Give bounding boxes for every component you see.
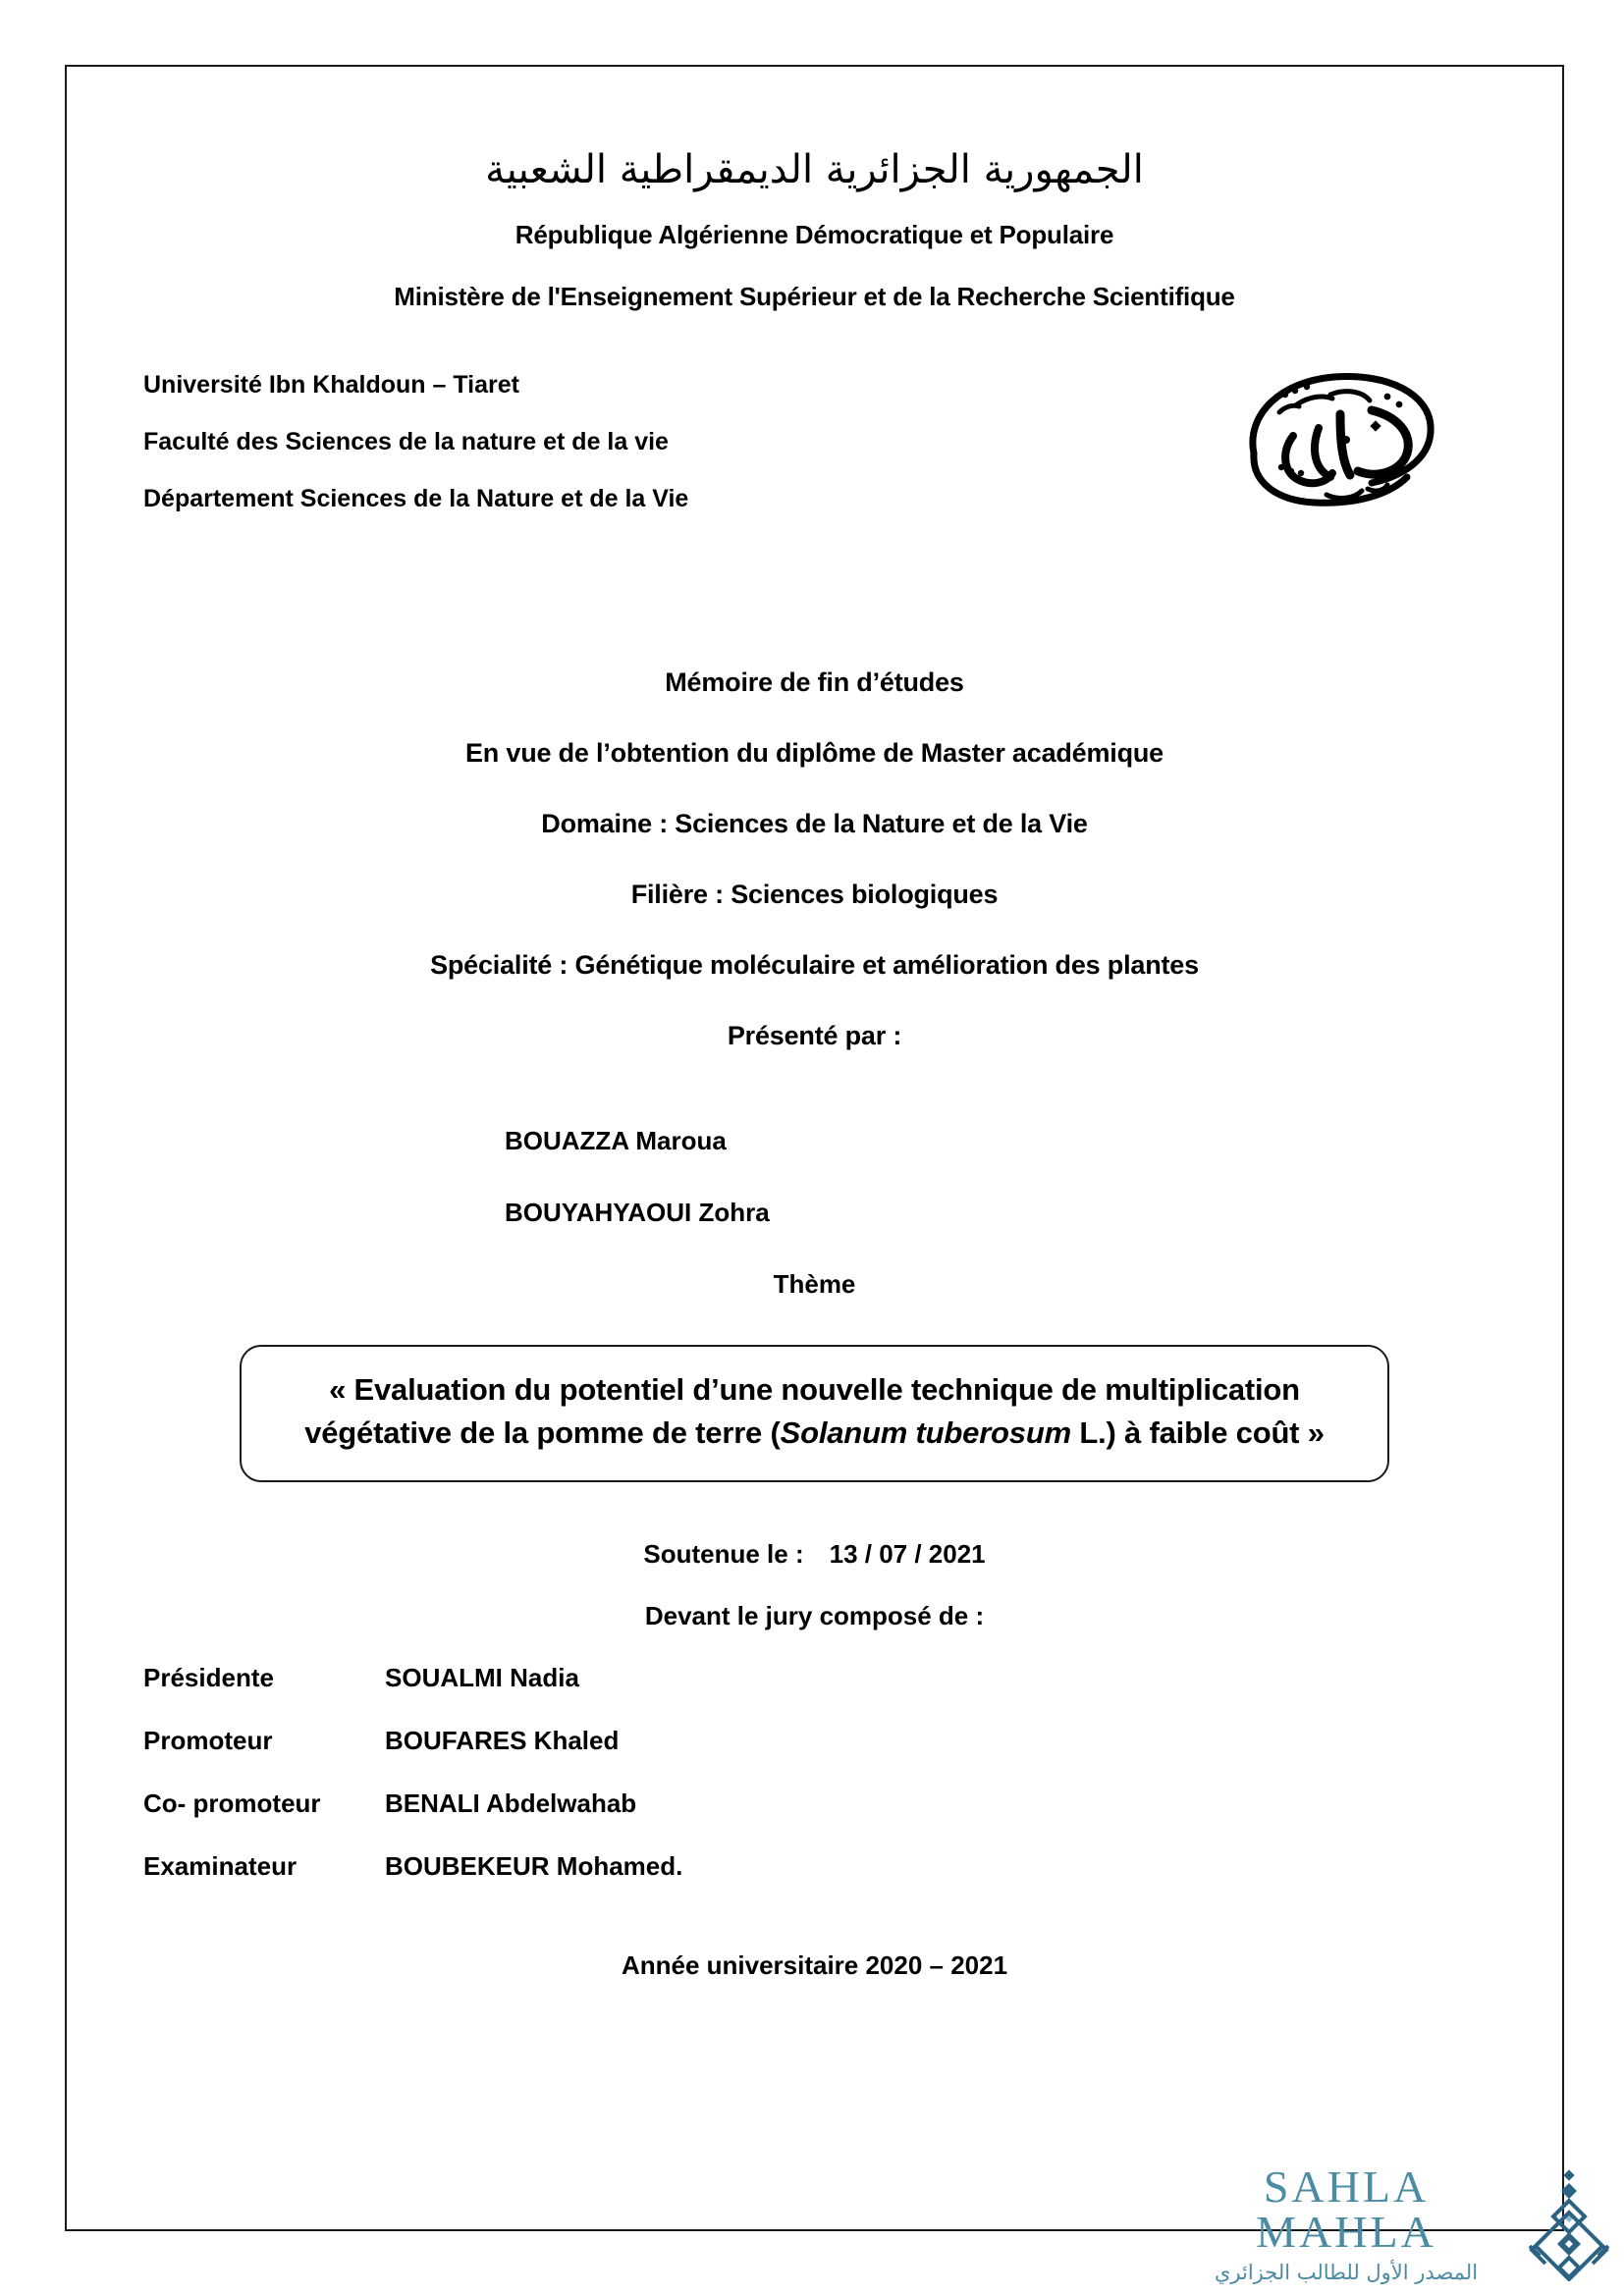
- jury-role: Promoteur: [143, 1726, 273, 1756]
- defense-block: [134, 1539, 1495, 1631]
- arabic-republic-title: الجمهورية الجزائرية الديمقراطية الشعبية: [485, 147, 1144, 192]
- university-logo-icon: [1224, 351, 1450, 528]
- berber-diamond-icon: [1524, 2167, 1614, 2281]
- jury-intro-label: Devant le jury composé de :: [644, 1601, 985, 1631]
- defense-date-label: Soutenue le :: [643, 1539, 804, 1570]
- jury-name: BENALI Abdelwahab: [385, 1789, 637, 1819]
- theme-part-2: L.) à faible coût »: [1070, 1415, 1325, 1451]
- table-row: [143, 1663, 1495, 1693]
- defense-date-line: [134, 1539, 1495, 1570]
- diploma-purpose: En vue de l’obtention du diplôme de Master académique: [464, 738, 1164, 768]
- page-content: [65, 65, 1564, 2231]
- theme-label: Thème: [773, 1269, 856, 1299]
- theme-part-1: « Evaluation du potentiel d’une nouvelle technique de multiplication végétative de la pomme de terre (: [304, 1372, 1300, 1451]
- specialite-line: Spécialité : Génétique moléculaire et amélioration des plantes: [430, 950, 1199, 980]
- list-item: BOUYAHYAOUI Zohra: [505, 1198, 770, 1227]
- theme-title: [275, 1368, 1354, 1455]
- jury-name: BOUFARES Khaled: [385, 1726, 620, 1756]
- table-row: [143, 1851, 1495, 1882]
- watermark-tagline: المصدر الأول للطالب الجزائري: [1214, 2261, 1479, 2284]
- filiere-line: Filière : Sciences biologiques: [630, 880, 999, 909]
- theme-species-italic: Solanum tuberosum: [780, 1415, 1071, 1451]
- jury-role: Examinateur: [143, 1851, 298, 1882]
- table-row: [143, 1726, 1495, 1756]
- faculty-name: Faculté des Sciences de la nature et de la vie: [143, 428, 669, 455]
- republic-french-line: République Algérienne Démocratique et Populaire: [514, 220, 1114, 249]
- memoire-title: Mémoire de fin d’études: [665, 667, 964, 697]
- jury-role: Présidente: [143, 1663, 274, 1693]
- jury-name: BOUBEKEUR Mohamed.: [385, 1851, 683, 1882]
- institution-row: [134, 373, 1495, 550]
- diploma-block: [134, 667, 1495, 1051]
- jury-role: Co- promoteur: [143, 1789, 321, 1819]
- ministry-line: Ministère de l'Enseignement Supérieur et de la Recherche Scientifique: [394, 282, 1235, 311]
- university-name: Université Ibn Khaldoun – Tiaret: [143, 371, 519, 399]
- jury-table: [134, 1663, 1495, 1882]
- students-list: [134, 1126, 1495, 1228]
- academic-year: Année universitaire 2020 – 2021: [621, 1950, 1008, 1981]
- watermark-brand: SAHLA MAHLA: [1256, 2162, 1436, 2257]
- defense-date-value: 13 / 07 / 2021: [829, 1539, 986, 1570]
- theme-box: [240, 1345, 1389, 1482]
- list-item: BOUAZZA Maroua: [505, 1126, 727, 1155]
- watermark-inner: [1172, 2164, 1614, 2284]
- domaine-line: Domaine : Sciences de la Nature et de la Vie: [541, 809, 1088, 838]
- table-row: [143, 1789, 1495, 1819]
- jury-name: SOUALMI Nadia: [385, 1663, 579, 1693]
- department-name: Département Sciences de la Nature et de la Vie: [143, 485, 689, 512]
- sahla-mahla-watermark: [1172, 2164, 1614, 2284]
- watermark-text: [1172, 2164, 1520, 2284]
- presented-by-label: Présenté par :: [727, 1021, 902, 1050]
